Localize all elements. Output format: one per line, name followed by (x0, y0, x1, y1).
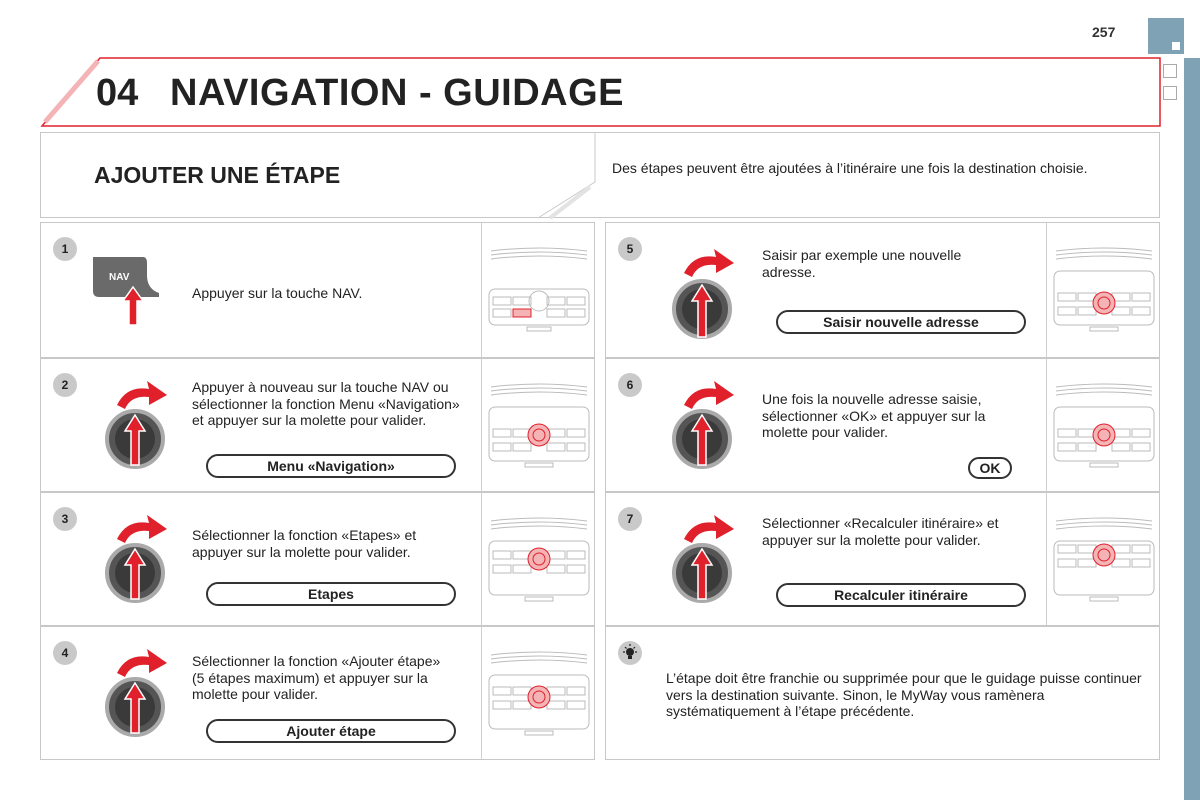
step-number-badge: 3 (53, 507, 77, 531)
rotary-knob-icon (99, 509, 175, 605)
step-6 (605, 358, 1160, 492)
section-title: AJOUTER UNE ÉTAPE (94, 162, 341, 188)
checkbox-square (1163, 64, 1177, 78)
step-number-badge: 7 (618, 507, 642, 531)
rotary-knob-icon (666, 243, 742, 343)
recalculer-itineraire-button[interactable]: Recalculer itinéraire (776, 583, 1026, 607)
side-bar (1184, 58, 1200, 800)
nav-key-icon (91, 253, 161, 329)
section-intro: Des étapes peuvent être ajoutées à l’itinéraire une fois la destination choisie. (612, 160, 1088, 176)
step-number-badge: 6 (618, 373, 642, 397)
rotary-knob-icon (666, 375, 742, 471)
radio-console-icon (1052, 515, 1156, 607)
nav-key-label: NAV (109, 272, 130, 283)
step-text: Saisir par exemple une nouvelle adresse. (762, 247, 962, 280)
ok-button[interactable]: OK (968, 457, 1012, 479)
step-5 (605, 222, 1160, 358)
lightbulb-icon (618, 641, 642, 665)
chapter-number: 04 (96, 72, 139, 114)
step-text: Sélectionner la fonction «Etapes» et appuyer sur la molette pour valider. (192, 527, 417, 560)
step-1 (40, 222, 595, 358)
ajouter-etape-button[interactable]: Ajouter étape (206, 719, 456, 743)
radio-console-icon (487, 381, 591, 473)
step-text: Appuyer sur la touche NAV. (192, 285, 363, 301)
step-number-badge: 4 (53, 641, 77, 665)
step-number-badge: 2 (53, 373, 77, 397)
radio-console-icon (487, 649, 591, 741)
section-divider (530, 132, 600, 220)
step-text: Sélectionner la fonction «Ajouter étape» (5 étapes maximum) et appuyer sur la molette pour valider. (192, 653, 441, 702)
step-7 (605, 492, 1160, 626)
rotary-knob-icon (666, 509, 742, 605)
step-text: Appuyer à nouveau sur la touche NAV ou sélectionner la fonction Menu «Navigation» et appuyer sur la molette pour valider. (192, 379, 460, 428)
radio-console-icon (487, 515, 591, 607)
radio-console-icon (1052, 245, 1156, 337)
page-number: 257 (1092, 24, 1116, 40)
checkbox-square (1163, 86, 1177, 100)
step-2 (40, 358, 595, 492)
step-number-badge: 1 (53, 237, 77, 261)
chapter-tab (1148, 18, 1184, 54)
tip-box (605, 626, 1160, 760)
rotary-knob-icon (99, 375, 175, 471)
step-4 (40, 626, 595, 760)
saisir-nouvelle-adresse-button[interactable]: Saisir nouvelle adresse (776, 310, 1026, 334)
step-3 (40, 492, 595, 626)
etapes-button[interactable]: Etapes (206, 582, 456, 606)
step-number-badge: 5 (618, 237, 642, 261)
chapter-title: NAVIGATION - GUIDAGE (170, 72, 625, 114)
rotary-knob-icon (99, 643, 175, 739)
tip-text: L’étape doit être franchie ou supprimée pour que le guidage puisse continuer vers la destination suivante. Sinon, le MyWay vous ramènera systématiquement à l’étape précédente. (666, 670, 1142, 719)
step-text: Une fois la nouvelle adresse saisie, sélectionner «OK» et appuyer sur la molette pour valider. (762, 391, 986, 440)
step-text: Sélectionner «Recalculer itinéraire» et appuyer sur la molette pour valider. (762, 515, 999, 548)
menu-navigation-button[interactable]: Menu «Navigation» (206, 454, 456, 478)
radio-console-icon (1052, 381, 1156, 473)
radio-console-icon (487, 245, 591, 337)
